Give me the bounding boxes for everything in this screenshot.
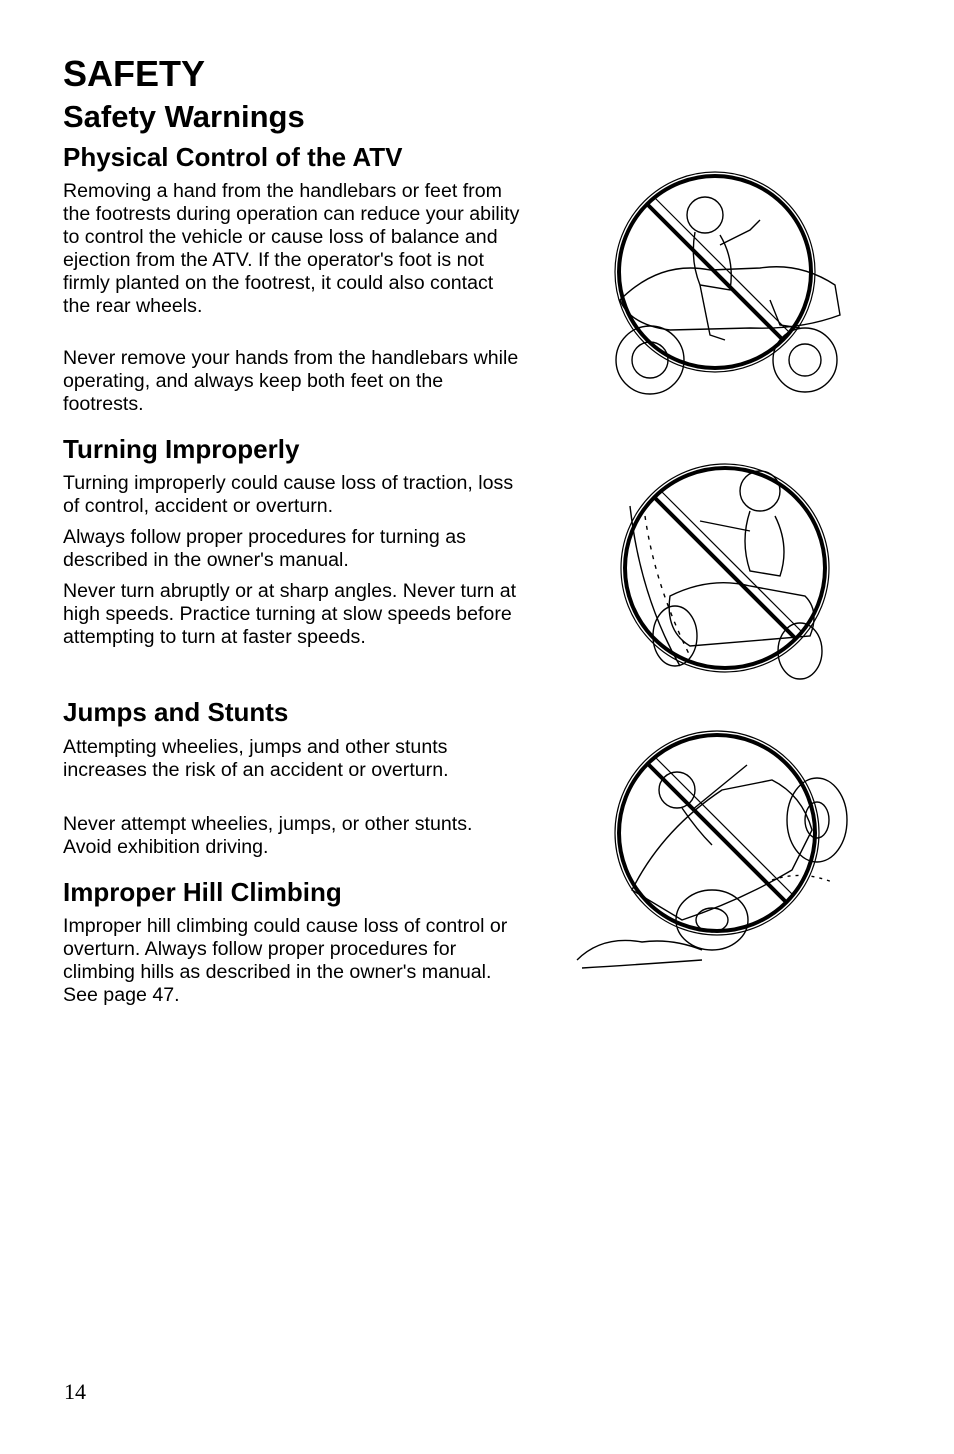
paragraph: Attempting wheelies, jumps and other stunts increases the risk of an accident or overturn. [63,736,449,781]
heading-turning-improperly: Turning Improperly [63,434,300,464]
prohibited-improper-turning-icon [600,446,860,696]
page-number: 14 [64,1379,86,1404]
heading-improper-hill-climbing: Improper Hill Climbing [63,877,342,907]
paragraph: Turning improperly could cause loss of traction, loss of control, accident or overturn. [63,472,514,517]
paragraph: Improper hill climbing could cause loss of control or overturn. Always follow proper procedures for climbing hills as described in the owner's manual. See page 47. [63,915,508,1006]
paragraph: Never remove your hands from the handlebars while operating, and always keep both feet on the footrests. [63,347,519,415]
paragraph: Removing a hand from the handlebars or feet from the footrests during operation can reduce your ability to control the vehicle or cause loss of balance and ejection from the ATV. If the operator's foot is not firmly planted on the footrest, it could also contact the rear wheels. [63,180,520,317]
prohibited-wheelie-stunt-icon [572,710,862,980]
paragraph: Always follow proper procedures for turning as described in the owner's manual. [63,526,466,571]
paragraph: Never turn abruptly or at sharp angles. Never turn at high speeds. Practice turning at slow speeds before attempting to turn at faster speeds. [63,580,517,648]
paragraph: Never attempt wheelies, jumps, or other stunts. Avoid exhibition driving. [63,813,473,858]
heading-jumps-and-stunts: Jumps and Stunts [63,697,289,727]
chapter-title: SAFETY [63,53,206,94]
prohibited-hands-off-riding-icon [600,150,860,410]
section-title: Safety Warnings [63,99,305,134]
heading-physical-control: Physical Control of the ATV [63,142,403,172]
